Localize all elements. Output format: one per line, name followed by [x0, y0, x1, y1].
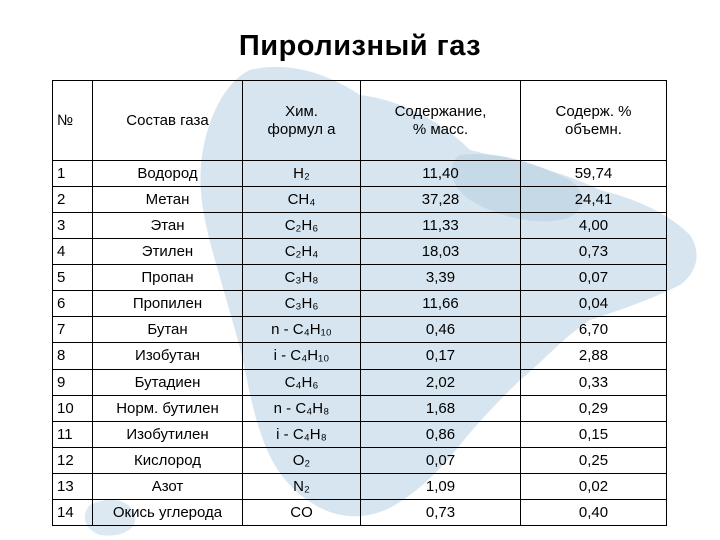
cell-number: 4 — [53, 239, 93, 265]
cell-formula: O₂ — [243, 447, 361, 473]
cell-formula: CO — [243, 499, 361, 525]
cell-gas-name: Водород — [93, 161, 243, 187]
cell-mass-percent: 0,07 — [361, 447, 521, 473]
cell-volume-percent: 0,25 — [521, 447, 667, 473]
cell-mass-percent: 2,02 — [361, 369, 521, 395]
table-row — [53, 447, 667, 473]
cell-number: 11 — [53, 421, 93, 447]
cell-mass-percent: 0,73 — [361, 499, 521, 525]
cell-mass-percent: 37,28 — [361, 187, 521, 213]
cell-volume-percent: 59,74 — [521, 161, 667, 187]
cell-formula: n - C₄H₁₀ — [243, 317, 361, 343]
cell-mass-percent: 11,66 — [361, 291, 521, 317]
table-row — [53, 343, 667, 369]
cell-mass-percent: 18,03 — [361, 239, 521, 265]
header-gas-name: Состав газа — [93, 81, 243, 161]
header-mass-percent — [361, 81, 521, 161]
cell-gas-name: Метан — [93, 187, 243, 213]
table-row — [53, 473, 667, 499]
header-mass-label: Содержание, % масс. — [394, 102, 487, 138]
cell-volume-percent: 4,00 — [521, 213, 667, 239]
cell-number: 13 — [53, 473, 93, 499]
table-row — [53, 317, 667, 343]
cell-volume-percent: 6,70 — [521, 317, 667, 343]
page-title: Пиролизный газ — [238, 30, 482, 62]
cell-formula: C₂H₄ — [243, 239, 361, 265]
cell-gas-name: Бутан — [93, 317, 243, 343]
cell-number: 2 — [53, 187, 93, 213]
cell-gas-name: Этилен — [93, 239, 243, 265]
table-row — [53, 291, 667, 317]
header-volume-label: Содерж. % объемн. — [555, 102, 632, 138]
cell-formula: i - C₄H₁₀ — [243, 343, 361, 369]
cell-gas-name: Кислород — [93, 447, 243, 473]
cell-volume-percent: 24,41 — [521, 187, 667, 213]
cell-volume-percent: 0,15 — [521, 421, 667, 447]
cell-formula: C₄H₆ — [243, 369, 361, 395]
header-number: № — [53, 81, 93, 161]
cell-formula: i - C₄H₈ — [243, 421, 361, 447]
cell-number: 5 — [53, 265, 93, 291]
cell-number: 7 — [53, 317, 93, 343]
cell-gas-name: Пропан — [93, 265, 243, 291]
cell-mass-percent: 3,39 — [361, 265, 521, 291]
cell-mass-percent: 11,33 — [361, 213, 521, 239]
cell-number: 6 — [53, 291, 93, 317]
table-row — [53, 213, 667, 239]
table-row — [53, 265, 667, 291]
cell-formula: C₂H₆ — [243, 213, 361, 239]
cell-number: 14 — [53, 499, 93, 525]
header-formula — [243, 81, 361, 161]
cell-mass-percent: 1,09 — [361, 473, 521, 499]
cell-mass-percent: 1,68 — [361, 395, 521, 421]
gas-composition-table — [52, 80, 667, 526]
cell-formula: n - C₄H₈ — [243, 395, 361, 421]
cell-volume-percent: 0,33 — [521, 369, 667, 395]
table-row — [53, 187, 667, 213]
cell-mass-percent: 0,17 — [361, 343, 521, 369]
header-formula-label: Хим. формул а — [267, 102, 336, 138]
table-row — [53, 239, 667, 265]
cell-number: 10 — [53, 395, 93, 421]
cell-formula: H₂ — [243, 161, 361, 187]
table-header-row — [53, 81, 667, 161]
cell-formula: C₃H₆ — [243, 291, 361, 317]
cell-formula: N₂ — [243, 473, 361, 499]
table-row — [53, 369, 667, 395]
cell-number: 3 — [53, 213, 93, 239]
header-volume-percent — [521, 81, 667, 161]
cell-gas-name: Бутадиен — [93, 369, 243, 395]
cell-mass-percent: 0,46 — [361, 317, 521, 343]
cell-volume-percent: 0,40 — [521, 499, 667, 525]
cell-number: 9 — [53, 369, 93, 395]
cell-gas-name: Изобутилен — [93, 421, 243, 447]
cell-number: 1 — [53, 161, 93, 187]
cell-gas-name: Азот — [93, 473, 243, 499]
table-row — [53, 395, 667, 421]
cell-volume-percent: 0,29 — [521, 395, 667, 421]
table-row — [53, 161, 667, 187]
cell-gas-name: Изобутан — [93, 343, 243, 369]
cell-volume-percent: 0,07 — [521, 265, 667, 291]
cell-number: 12 — [53, 447, 93, 473]
cell-gas-name: Окись углерода — [93, 499, 243, 525]
cell-mass-percent: 0,86 — [361, 421, 521, 447]
table-row — [53, 499, 667, 525]
cell-gas-name: Пропилен — [93, 291, 243, 317]
cell-volume-percent: 0,04 — [521, 291, 667, 317]
table-row — [53, 421, 667, 447]
cell-gas-name: Норм. бутилен — [93, 395, 243, 421]
cell-number: 8 — [53, 343, 93, 369]
cell-volume-percent: 0,73 — [521, 239, 667, 265]
cell-mass-percent: 11,40 — [361, 161, 521, 187]
cell-volume-percent: 0,02 — [521, 473, 667, 499]
cell-gas-name: Этан — [93, 213, 243, 239]
cell-formula: CH₄ — [243, 187, 361, 213]
cell-volume-percent: 2,88 — [521, 343, 667, 369]
cell-formula: C₃H₈ — [243, 265, 361, 291]
